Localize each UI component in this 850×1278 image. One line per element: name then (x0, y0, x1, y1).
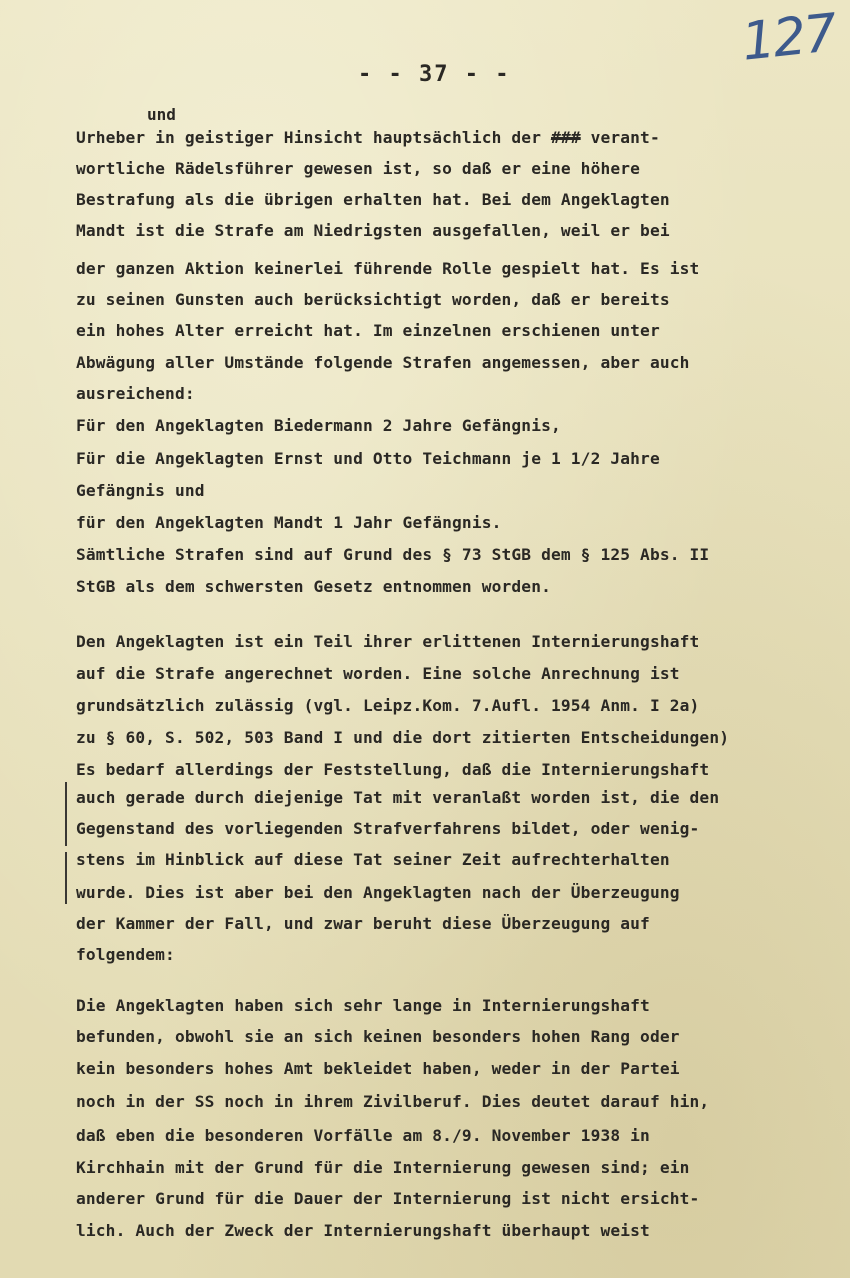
text-line: befunden, obwohl sie an sich keinen besonders hohen Rang oder (76, 1027, 680, 1046)
text-line: ein hohes Alter erreicht hat. Im einzelnen erschienen unter (76, 321, 660, 340)
text-line: Kirchhain mit der Grund für die Internierung gewesen sind; ein (76, 1158, 690, 1177)
text-line: Urheber in geistiger Hinsicht hauptsächlich der ### verant- (76, 128, 660, 147)
text-line: Es bedarf allerdings der Feststellung, daß die Internierungshaft (76, 760, 710, 779)
text-line: Für den Angeklagten Biedermann 2 Jahre Gefängnis, (76, 416, 561, 435)
text-line: Sämtliche Strafen sind auf Grund des § 73 StGB dem § 125 Abs. II (76, 545, 710, 564)
margin-mark (65, 852, 67, 904)
text-line: Mandt ist die Strafe am Niedrigsten ausgefallen, weil er bei (76, 221, 670, 240)
text-line: Gefängnis und (76, 481, 205, 500)
page-number: - - 37 - - (358, 62, 511, 87)
text-line: Abwägung aller Umstände folgende Strafen angemessen, aber auch (76, 353, 690, 372)
text-line: der Kammer der Fall, und zwar beruht diese Überzeugung auf (76, 914, 650, 933)
text-line: für den Angeklagten Mandt 1 Jahr Gefängnis. (76, 513, 502, 532)
handwritten-folio-number: 127 (739, 3, 839, 73)
text-line: lich. Auch der Zweck der Internierungshaft überhaupt weist (76, 1221, 650, 1240)
text-line: StGB als dem schwersten Gesetz entnommen worden. (76, 577, 551, 596)
text-line: folgendem: (76, 945, 175, 964)
text-line: wurde. Dies ist aber bei den Angeklagten nach der Überzeugung (76, 883, 680, 902)
inserted-word: und (147, 105, 176, 124)
text-line: Für die Angeklagten Ernst und Otto Teichmann je 1 1/2 Jahre (76, 449, 660, 468)
text-line: anderer Grund für die Dauer der Internierung ist nicht ersicht- (76, 1189, 700, 1208)
text-line: stens im Hinblick auf diese Tat seiner Zeit aufrechterhalten (76, 850, 670, 869)
text-line: auf die Strafe angerechnet worden. Eine solche Anrechnung ist (76, 664, 680, 683)
text-line: Die Angeklagten haben sich sehr lange in Internierungshaft (76, 996, 650, 1015)
text-line: daß eben die besonderen Vorfälle am 8./9. November 1938 in (76, 1126, 650, 1145)
text-line: Bestrafung als die übrigen erhalten hat. Bei dem Angeklagten (76, 190, 670, 209)
text-line: auch gerade durch diejenige Tat mit veranlaßt worden ist, die den (76, 788, 720, 807)
text-line: der ganzen Aktion keinerlei führende Rolle gespielt hat. Es ist (76, 259, 700, 278)
text-line: grundsätzlich zulässig (vgl. Leipz.Kom. 7.Aufl. 1954 Anm. I 2a) (76, 696, 700, 715)
text-line: wortliche Rädelsführer gewesen ist, so daß er eine höhere (76, 159, 641, 178)
text-line: ausreichend: (76, 384, 195, 403)
margin-mark (65, 782, 67, 846)
text-line: zu § 60, S. 502, 503 Band I und die dort zitierten Entscheidungen) (76, 728, 730, 747)
text-line: Gegenstand des vorliegenden Strafverfahrens bildet, oder wenig- (76, 819, 700, 838)
text-line: Den Angeklagten ist ein Teil ihrer erlittenen Internierungshaft (76, 632, 700, 651)
struck-word: ### (551, 128, 581, 147)
text-line: noch in der SS noch in ihrem Zivilberuf. Dies deutet darauf hin, (76, 1092, 710, 1111)
text-line: zu seinen Gunsten auch berücksichtigt worden, daß er bereits (76, 290, 670, 309)
text-line: kein besonders hohes Amt bekleidet haben, weder in der Partei (76, 1059, 680, 1078)
